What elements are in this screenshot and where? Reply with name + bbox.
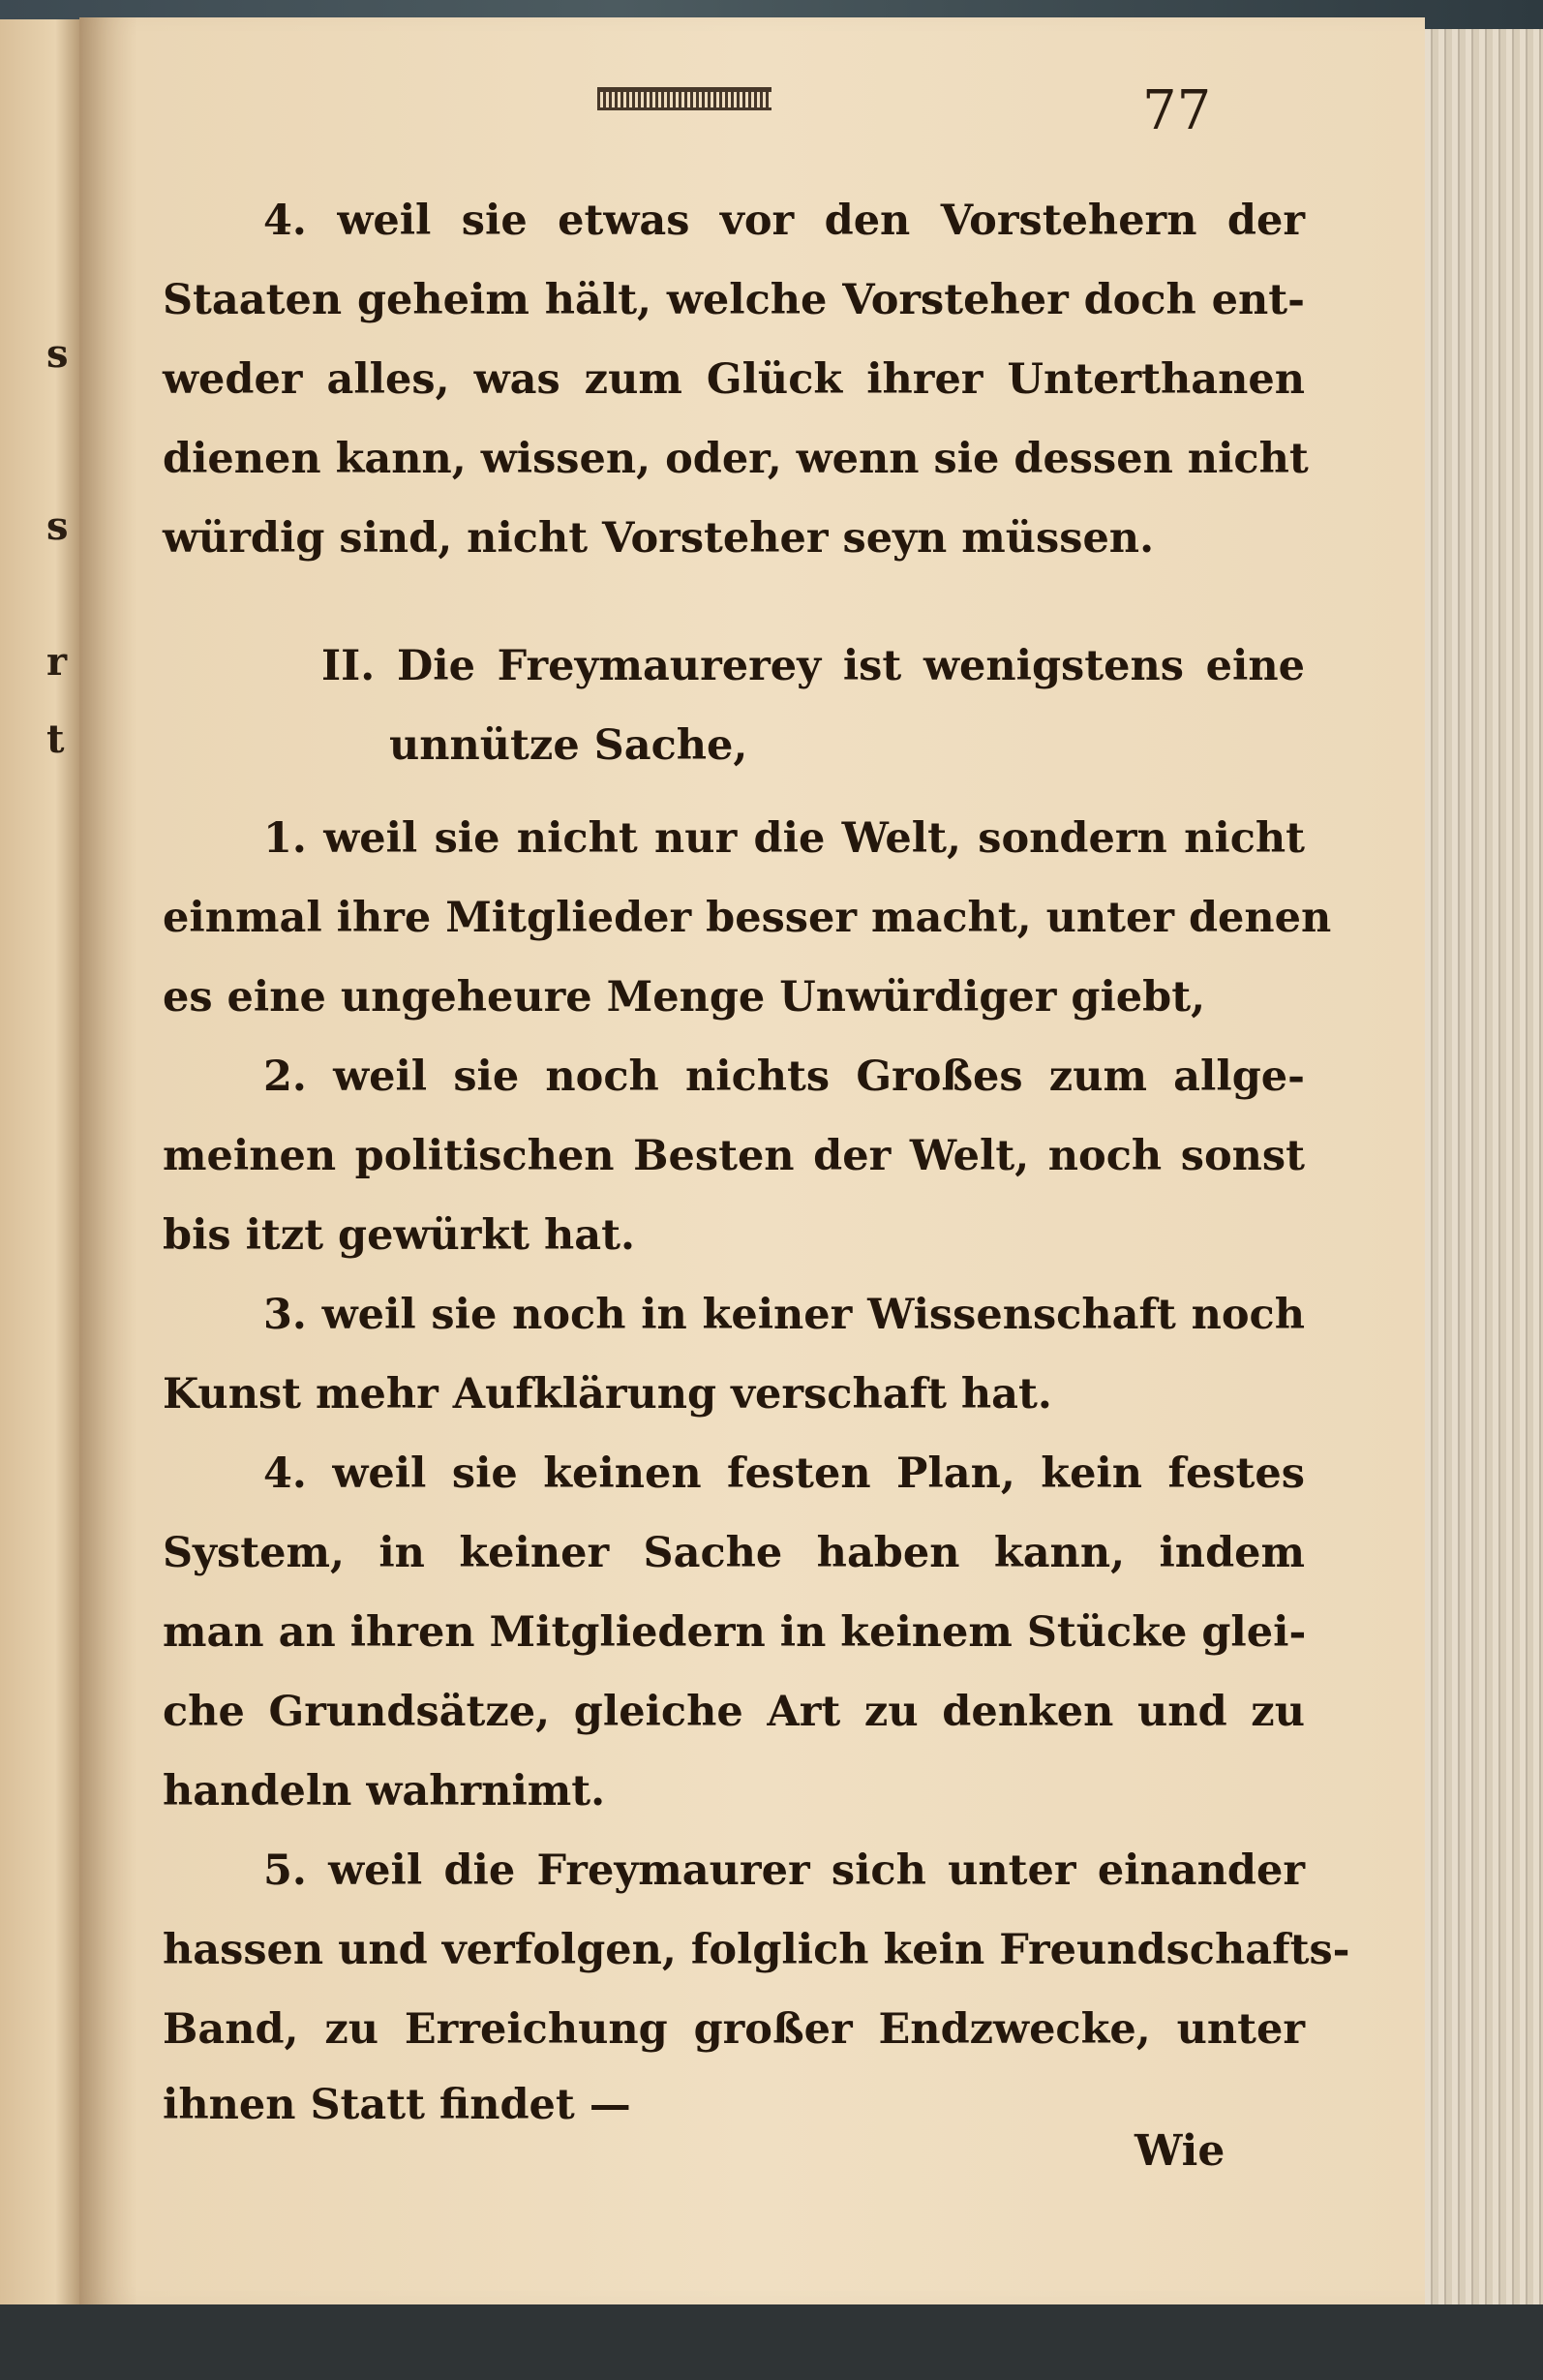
text-line: meinen politischen Besten der Welt, noch sonst (163, 1132, 1305, 1180)
left-page-fragment: s (46, 503, 69, 549)
left-page-fragment: r (46, 639, 68, 685)
text-line: 3. weil sie noch in keiner Wissenschaft noch (263, 1291, 1305, 1339)
text-line: man an ihren Mitgliedern in keinem Stücke glei- (163, 1608, 1307, 1657)
book-binding-bottom (0, 2304, 1543, 2380)
text-line: handeln wahrnimt. (163, 1767, 606, 1816)
text-line: 4. weil sie keinen festen Plan, kein festes (263, 1449, 1305, 1498)
text-line: 4. weil sie etwas vor den Vorstehern der (263, 197, 1305, 245)
text-line: Kunst mehr Aufklärung verschaft hat. (163, 1370, 1052, 1419)
text-line: ihnen Statt findet — (163, 2081, 631, 2129)
text-line: bis itzt gewürkt hat. (163, 1211, 635, 1260)
text-line: dienen kann, wissen, oder, wenn sie dessen nicht (163, 435, 1309, 483)
text-line: 5. weil die Freymaurer sich unter einander (263, 1846, 1305, 1895)
section-heading-line: II. Die Freymaurerey ist wenigstens eine (321, 642, 1305, 690)
text-line: Band, zu Erreichung großer Endzwecke, unter (163, 2005, 1305, 2054)
left-page-fragment: s (46, 331, 69, 377)
text-line: che Grundsätze, gleiche Art zu denken und zu (163, 1688, 1305, 1736)
text-line: würdig sind, nicht Vorsteher seyn müssen. (163, 514, 1155, 563)
page-number: 77 (1142, 79, 1212, 142)
book-page (79, 17, 1425, 2304)
header-ornament-rule (597, 87, 772, 110)
text-line: es eine ungeheure Menge Unwürdiger giebt, (163, 973, 1206, 1022)
text-line: hassen und verfolgen, folglich kein Freundschafts- (163, 1926, 1350, 1974)
text-line: 1. weil sie nicht nur die Welt, sondern nicht (263, 814, 1305, 863)
left-page-fragment: t (46, 717, 65, 762)
catchword: Wie (1135, 2126, 1225, 2176)
text-line: weder alles, was zum Glück ihrer Unterthanen (163, 355, 1305, 404)
section-heading-line: unnütze Sache, (389, 721, 748, 770)
text-line: Staaten geheim hält, welche Vorsteher doch ent- (163, 276, 1305, 324)
left-page-edge (0, 19, 79, 2304)
page-stack-edges (1423, 29, 1543, 2304)
text-line: einmal ihre Mitglieder besser macht, unter denen (163, 894, 1332, 942)
text-line: System, in keiner Sache haben kann, indem (163, 1529, 1305, 1577)
text-line: 2. weil sie noch nichts Großes zum allge- (263, 1053, 1305, 1101)
